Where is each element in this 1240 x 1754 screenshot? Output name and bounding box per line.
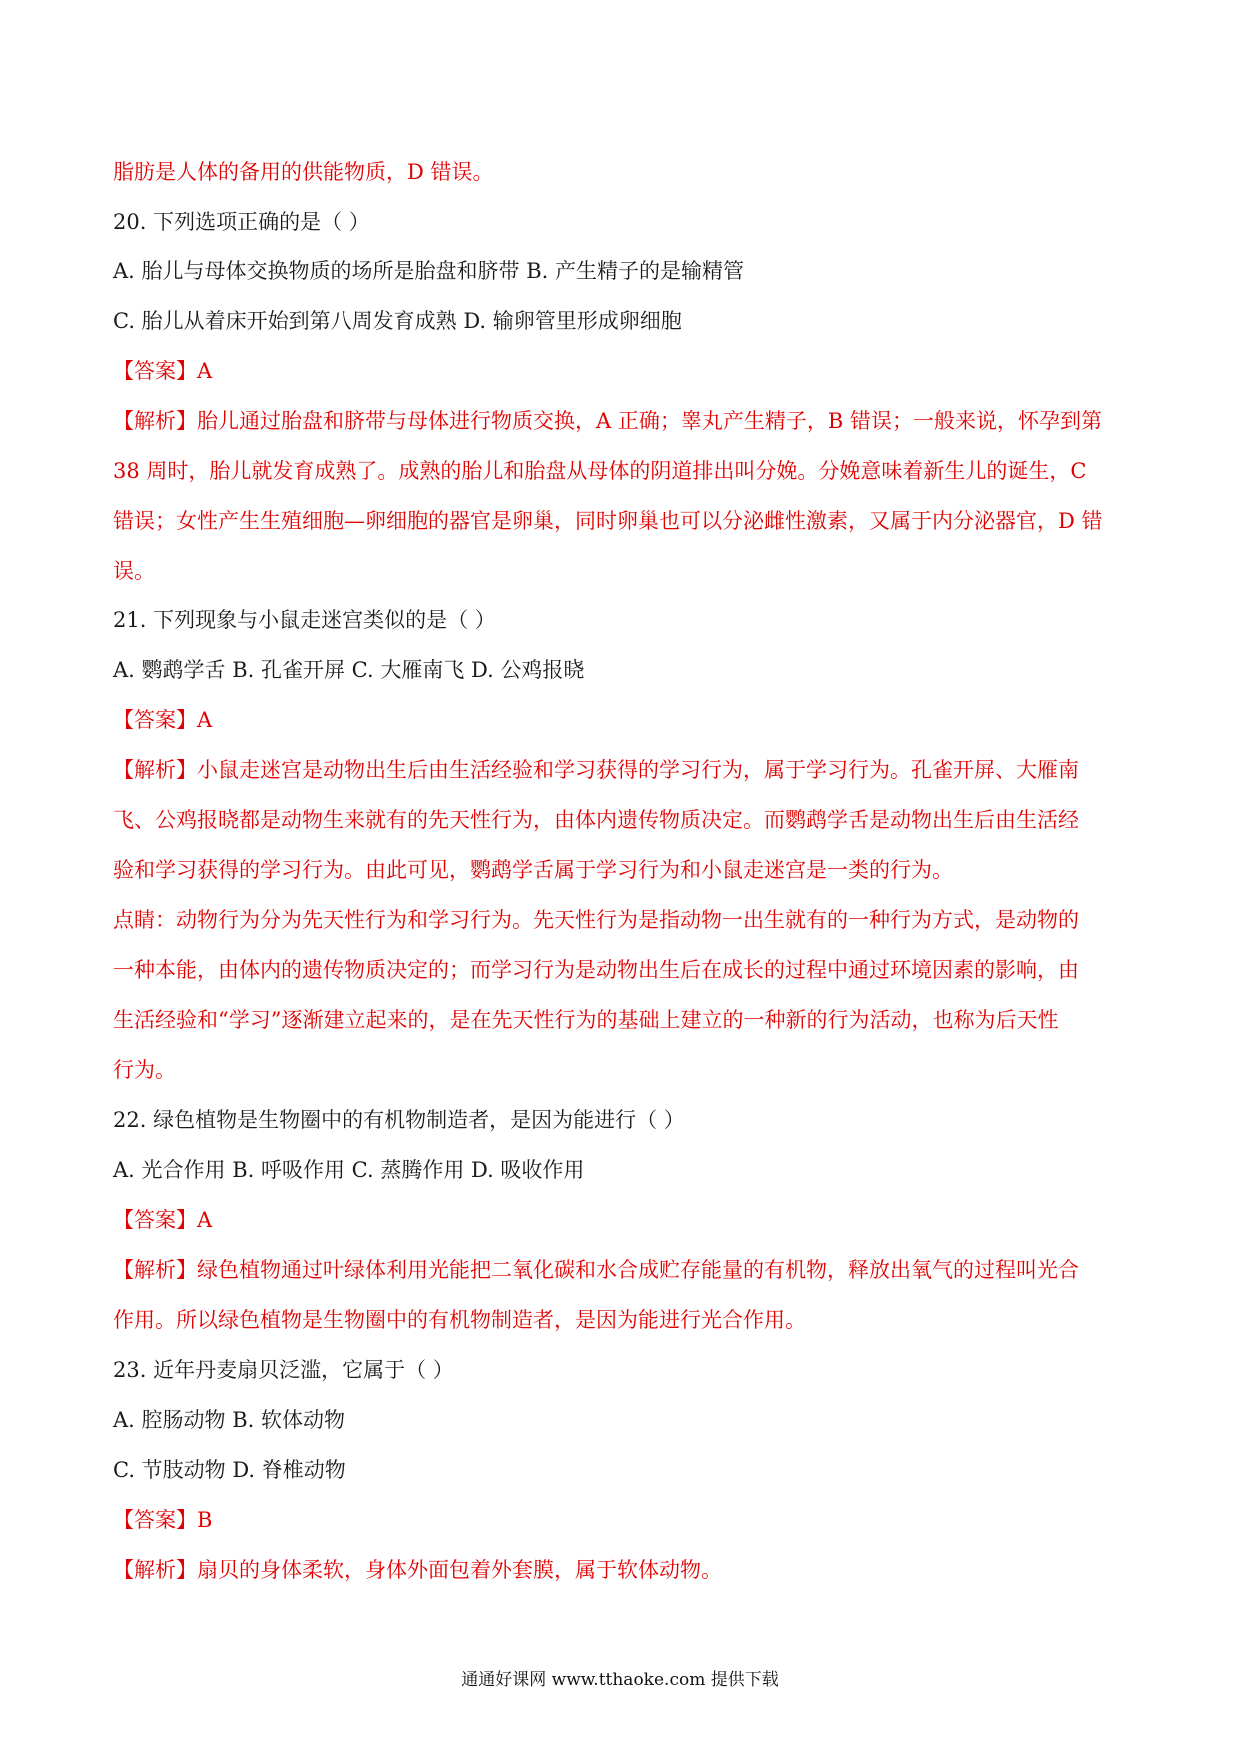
explanation-line: 验和学习获得的学习行为。由此可见，鹦鹉学舌属于学习行为和小鼠走迷宫是一类的行为。 <box>113 858 953 882</box>
option-line: A. 光合作用 B. 呼吸作用 C. 蒸腾作用 D. 吸收作用 <box>113 1158 585 1182</box>
option-line: C. 胎儿从着床开始到第八周发育成熟 D. 输卵管里形成卵细胞 <box>113 309 682 333</box>
explanation-line: 作用。所以绿色植物是生物圈中的有机物制造者，是因为能进行光合作用。 <box>113 1308 806 1332</box>
note-line: 一种本能，由体内的遗传物质决定的；而学习行为是动物出生后在成长的过程中通过环境因素的影响，由 <box>113 958 1079 982</box>
question-stem: 20. 下列选项正确的是（ ） <box>113 210 370 234</box>
text-line: 脂肪是人体的备用的供能物质，D 错误。 <box>113 160 494 184</box>
answer-line: 【答案】A <box>113 359 213 383</box>
explanation-line: 飞、公鸡报晓都是动物生来就有的先天性行为，由体内遗传物质决定。而鹦鹉学舌是动物出生后由生活经 <box>113 808 1079 832</box>
note-line: 行为。 <box>113 1058 176 1082</box>
explanation-line: 错误；女性产生生殖细胞—卵细胞的器官是卵巢，同时卵巢也可以分泌雌性激素，又属于内分泌器官，D 错 <box>113 509 1103 533</box>
explanation-line: 误。 <box>113 559 155 583</box>
option-line: A. 鹦鹉学舌 B. 孔雀开屏 C. 大雁南飞 D. 公鸡报晓 <box>113 658 585 682</box>
question-stem: 22. 绿色植物是生物圈中的有机物制造者，是因为能进行（ ） <box>113 1108 685 1132</box>
explanation-line: 【解析】小鼠走迷宫是动物出生后由生活经验和学习获得的学习行为，属于学习行为。孔雀开屏、大雁南 <box>113 758 1079 782</box>
answer-line: 【答案】B <box>113 1508 213 1532</box>
explanation-line: 【解析】扇贝的身体柔软，身体外面包着外套膜，属于软体动物。 <box>113 1558 722 1582</box>
option-line: A. 胎儿与母体交换物质的场所是胎盘和脐带 B. 产生精子的是输精管 <box>113 259 744 283</box>
question-stem: 23. 近年丹麦扇贝泛滥，它属于（ ） <box>113 1358 454 1382</box>
option-line: A. 腔肠动物 B. 软体动物 <box>113 1408 345 1432</box>
explanation-line: 38 周时，胎儿就发育成熟了。成熟的胎儿和胎盘从母体的阴道排出叫分娩。分娩意味着新生儿的诞生，C <box>113 459 1087 483</box>
option-line: C. 节肢动物 D. 脊椎动物 <box>113 1458 346 1482</box>
page-footer: 通通好课网 www.tthaoke.com 提供下载 <box>461 1670 779 1690</box>
answer-line: 【答案】A <box>113 708 213 732</box>
note-line: 生活经验和“学习”逐渐建立起来的，是在先天性行为的基础上建立的一种新的行为活动，也称为后天性 <box>113 1008 1059 1032</box>
answer-line: 【答案】A <box>113 1208 213 1232</box>
question-stem: 21. 下列现象与小鼠走迷宫类似的是（ ） <box>113 608 496 632</box>
explanation-line: 【解析】绿色植物通过叶绿体利用光能把二氧化碳和水合成贮存能量的有机物，释放出氧气的过程叫光合 <box>113 1258 1079 1282</box>
note-line: 点睛：动物行为分为先天性行为和学习行为。先天性行为是指动物一出生就有的一种行为方式，是动物的 <box>113 908 1079 932</box>
explanation-line: 【解析】胎儿通过胎盘和脐带与母体进行物质交换，A 正确；睾丸产生精子，B 错误；一般来说，怀孕到第 <box>113 409 1102 433</box>
